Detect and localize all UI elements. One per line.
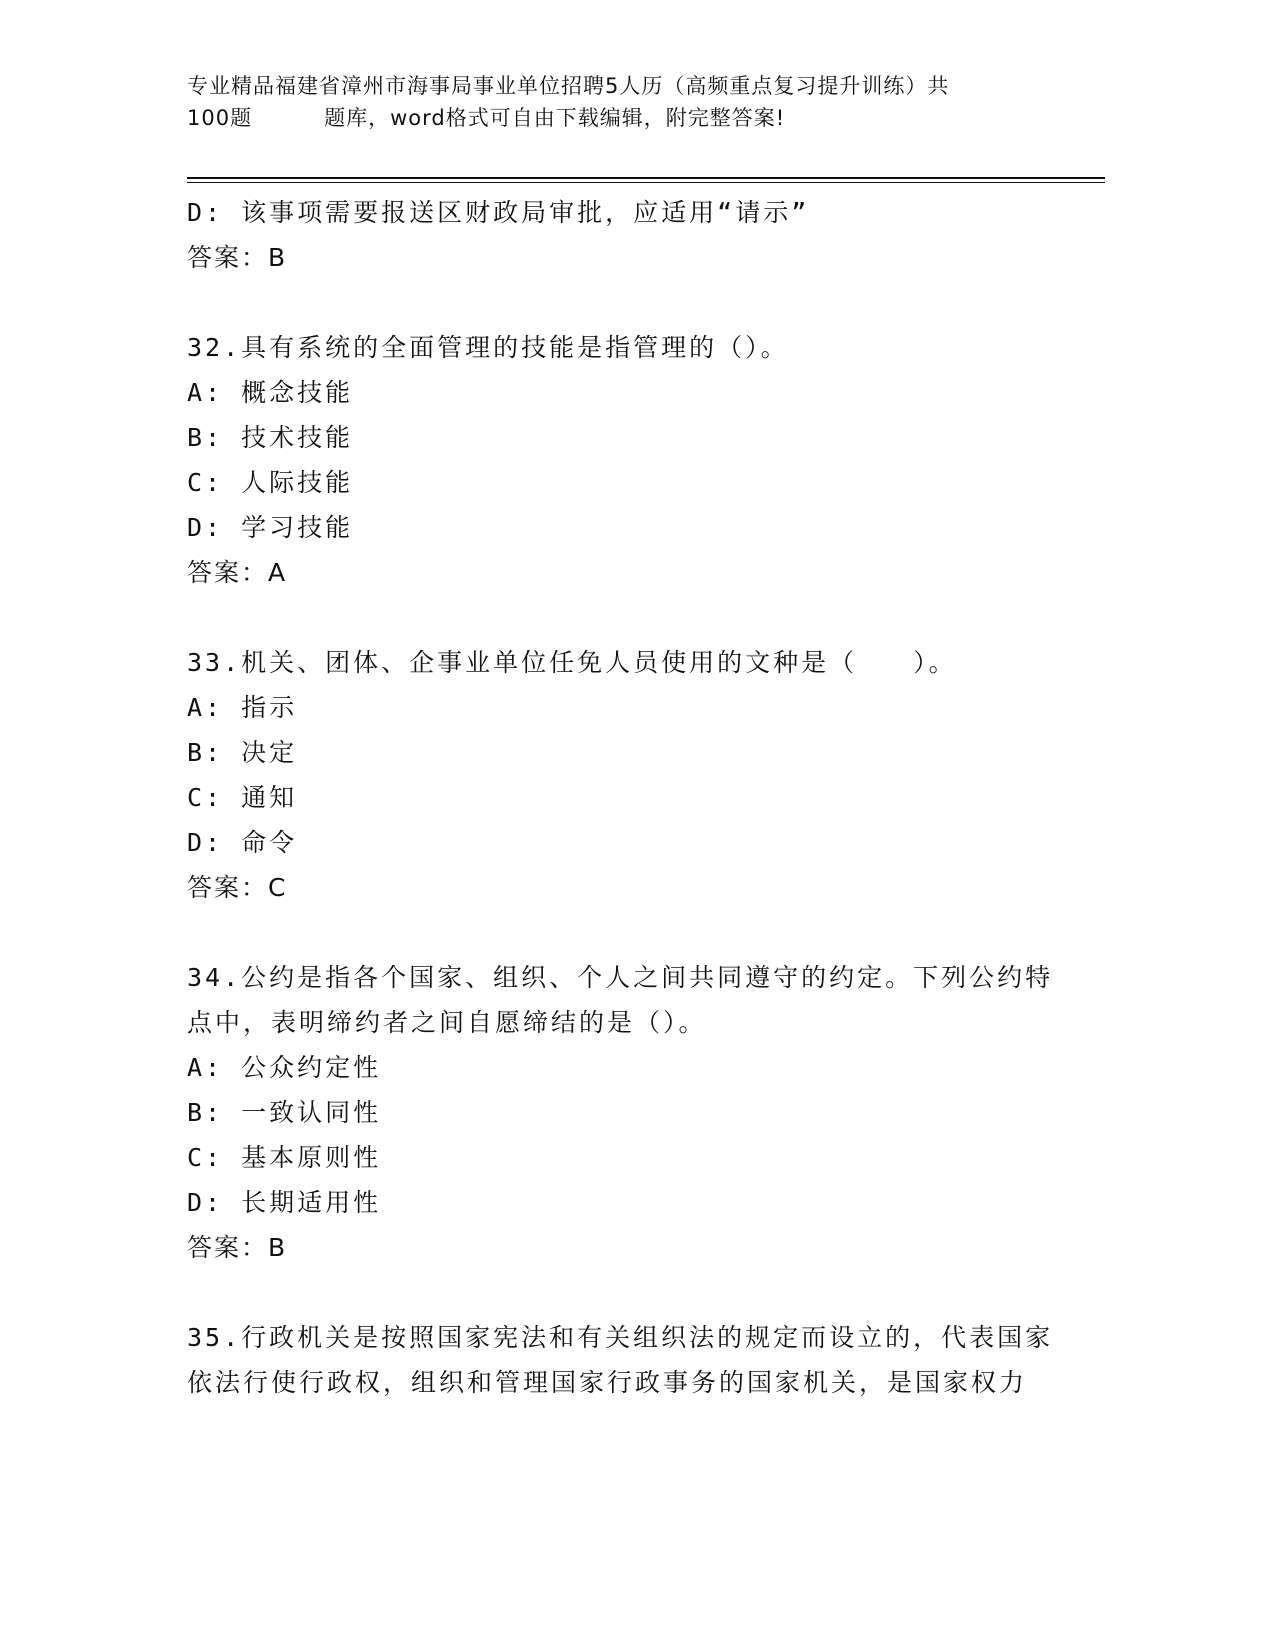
header-question-count: 100题 [187,106,253,130]
question-32-answer: 答案：A [187,558,288,587]
header-description: 题库，word格式可自由下载编辑，附完整答案! [324,106,786,130]
question-35-text-line-2: 依法行使行政权，组织和管理国家行政事务的国家机关，是国家权力 [187,1368,1028,1397]
question-34-option-a: A: 公众约定性 [187,1053,382,1082]
header-divider-thin [187,182,1105,183]
question-33-option-c: C: 通知 [187,783,298,812]
header-line-1: 专业精品福建省漳州市海事局事业单位招聘5人历（高频重点复习提升训练）共 [187,74,950,98]
header-line-2 [187,102,1087,134]
question-32-option-d: D: 学习技能 [187,513,354,542]
document-header [187,70,1087,134]
question-32-option-c: C: 人际技能 [187,468,354,497]
question-33-option-a: A: 指示 [187,693,298,722]
question-34-option-d: D: 长期适用性 [187,1188,382,1217]
question-34-answer: 答案：B [187,1233,288,1262]
question-34 [187,955,1087,1270]
question-32-option-b: B: 技术技能 [187,423,354,452]
question-34-option-b: B: 一致认同性 [187,1098,382,1127]
question-list [187,190,1087,1405]
question-33-text: 33.机关、团体、企事业单位任免人员使用的文种是（ ）。 [187,648,957,677]
question-35-text-line-1: 35.行政机关是按照国家宪法和有关组织法的规定而设立的，代表国家 [187,1323,1054,1352]
question-33-option-b: B: 决定 [187,738,298,767]
question-34-text-line-1: 34.公约是指各个国家、组织、个人之间共同遵守的约定。下列公约特 [187,963,1054,992]
question-32-text: 32.具有系统的全面管理的技能是指管理的（）。 [187,333,789,362]
question-33-answer: 答案：C [187,873,288,902]
prev-answer: 答案：B [187,243,288,272]
question-33-option-d: D: 命令 [187,828,298,857]
question-34-option-c: C: 基本原则性 [187,1143,382,1172]
question-34-text-line-2: 点中，表明缔约者之间自愿缔结的是（）。 [187,1008,707,1037]
question-35 [187,1315,1087,1405]
question-33 [187,640,1087,910]
prev-option-d: D: 该事项需要报送区财政局审批，应适用“请示” [187,198,810,227]
header-divider-thick [187,177,1105,179]
question-32 [187,325,1087,595]
question-32-option-a: A: 概念技能 [187,378,354,407]
